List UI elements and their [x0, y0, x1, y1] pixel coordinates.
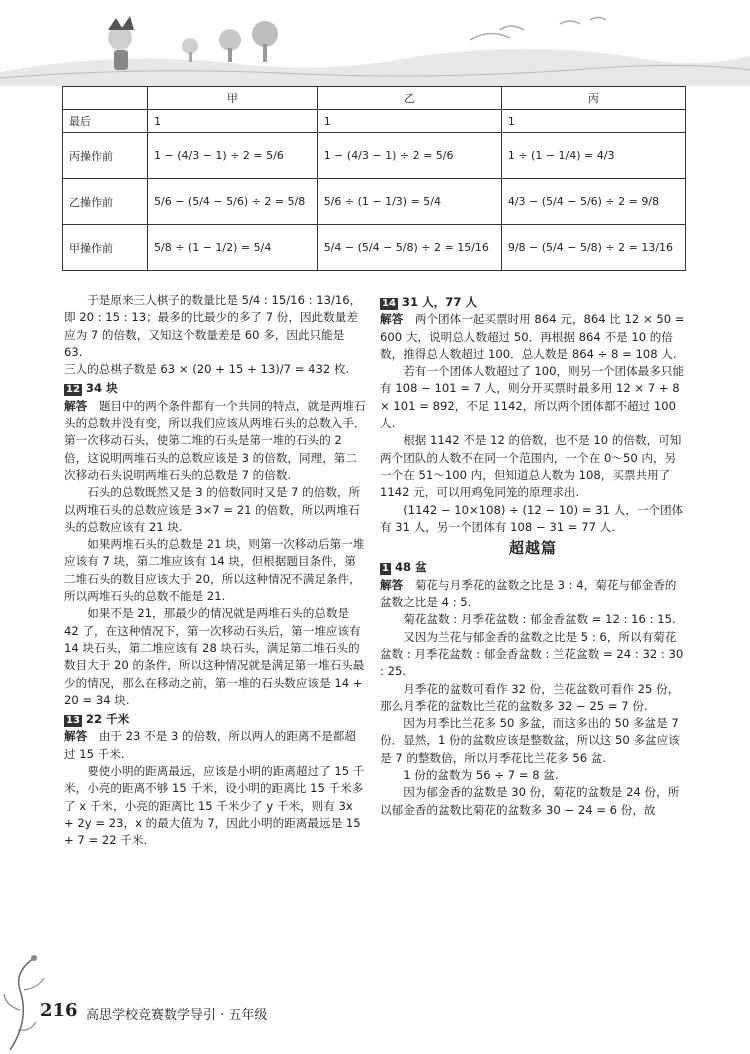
paragraph: [380, 311, 686, 363]
question-heading: [64, 380, 366, 397]
paragraph-text: 由于 23 不是 3 的倍数，所以两人的距离不是都超过 15 千米.: [64, 729, 356, 761]
table-cell: 1: [148, 110, 318, 133]
paragraph: 如果不是 21，那最少的情况就是两堆石头的总数是 42 了，在这种情况下，第一次移动石头后，第一堆应该有 14 块石头，第二堆应该有 28 块石头，满足第二堆石头的数目大于 20 的条件，所以这种情况就是满足第一堆石头最少的情况，那么在移动之前，第一堆的石头数应该是 14 + 20 = 34 块.: [64, 606, 365, 707]
header-cell: 丙: [501, 87, 685, 110]
answer-label: 解答: [380, 312, 404, 327]
paragraph-text: 两个团体一起买票时用 864 元，864 比 12 × 50 = 600 大，说明总人数超过 50．再根据 864 不是 10 的倍数，推得总人数超过 100．总人数是 864 ÷ 8 = 108 人.: [380, 312, 685, 361]
question-number: 14: [382, 298, 396, 309]
right-column: [380, 292, 686, 819]
header-cell: 甲: [148, 87, 318, 110]
answer-text: 34 块: [85, 381, 118, 396]
paragraph: [64, 398, 366, 484]
header-cell: 乙: [317, 87, 501, 110]
table-cell: 1: [501, 110, 685, 133]
answer-text: 48 盆: [394, 560, 427, 575]
table-cell: 5/8 ÷ (1 − 1/2) = 5/4: [148, 225, 318, 271]
paragraph: 又因为兰花与郁金香的盆数之比是 5 : 6，所以有菊花盆数 : 月季花盆数 : 郁金香盆数 : 兰花盆数 = 24 : 32 : 30 : 25.: [380, 629, 684, 679]
answer-label: 解答: [380, 577, 404, 592]
paragraph: [380, 577, 686, 612]
paragraph-text: 菊花与月季花的盆数之比是 3 : 4，菊花与郁金香的盆数之比是 4 : 5.: [380, 577, 677, 610]
answer-label: 解答: [64, 398, 88, 413]
answer-text: 22 千米: [85, 712, 130, 727]
section-title: 超越篇: [508, 539, 557, 558]
paragraph: 因为月季比兰花多 50 多盆，而这多出的 50 多盆是 7 份．显然，1 份的盆数应该是整数盆，所以这 50 多盆应该是 7 的整数倍，所以月季花比兰花多 56 盆.: [380, 716, 680, 765]
paragraph: 于是原来三人棋子的数量比是 5/4 : 15/16 : 13/16，即 20 : 15 : 13；最多的比最少的多了 7 份，因此数量差应为 7 的倍数，又知这个数量差是 60 多，因此只能是 63.: [64, 293, 362, 359]
footer-title: 高思学校竞赛数学导引 · 五年级: [86, 1008, 268, 1023]
question-heading: [380, 294, 686, 311]
row-label: 乙操作前: [63, 179, 148, 225]
header-illustration: [0, 0, 750, 90]
table-cell: 1: [317, 110, 501, 133]
table-cell: 5/6 ÷ (1 − 1/3) = 5/4: [317, 179, 501, 225]
paragraph: 要使小明的距离最远，应该是小明的距离超过了 15 千米，小亮的距离不够 15 千米，设小明的距离比 15 千米多了 x 千米，小亮的距离比 15 千米少了 y 千米，则有 3x + 2y = 23，x 的最大值为 7，因此小明的距离最远是 15 + 7 = 22 千米.: [64, 764, 365, 848]
paragraph: 三人的总棋子数是 63 × (20 + 15 + 13)/7 = 432 枚.: [64, 362, 350, 377]
paragraph: [64, 728, 366, 763]
paragraph: 月季花的盆数可看作 32 份，兰花盆数可看作 25 份，那么月季花的盆数比兰花的盆数多 32 − 25 = 7 份.: [380, 681, 680, 713]
table-cell: 5/6 − (5/4 − 5/6) ÷ 2 = 5/8: [148, 179, 318, 225]
table-row: [63, 179, 686, 225]
question-number: 1: [382, 563, 389, 575]
table-cell: 4/3 − (5/4 − 5/6) ÷ 2 = 9/8: [501, 179, 685, 225]
table-header-row: [63, 87, 686, 110]
table-cell: 1 ÷ (1 − 1/4) = 4/3: [501, 133, 685, 179]
question-heading: [380, 559, 686, 576]
answer-label: 解答: [64, 729, 88, 744]
page-number: 216: [40, 1000, 78, 1021]
answer-text: 31 人，77 人: [401, 295, 478, 309]
header-cell: [63, 87, 148, 110]
paragraph: 如果两堆石头的总数是 21 块，则第一次移动后第一堆应该有 7 块，第二堆应该有 14 块，但根据题目条件，第二堆石头的数目应该大于 20，所以这种情况不满足条件，所以两堆石头的总数不能是 21.: [64, 537, 365, 604]
table-cell: 9/8 − (5/4 − 5/8) ÷ 2 = 13/16: [501, 225, 685, 271]
paragraph: 1 份的盆数为 56 ÷ 7 = 8 盆.: [403, 768, 559, 783]
question-number: 13: [66, 715, 80, 727]
table-row: [63, 133, 686, 179]
table-row: [63, 110, 686, 133]
table-cell: 1 − (4/3 − 1) ÷ 2 = 5/6: [317, 133, 501, 179]
paragraph: 石头的总数既然又是 3 的倍数同时又是 7 的倍数，所以两堆石头的总数应该是 3×7 = 21 的倍数，所以两堆石头的总数应该有 21 块.: [64, 485, 361, 534]
row-label: 丙操作前: [63, 133, 148, 179]
paragraph: 因为郁金香的盆数是 30 份，菊花的盆数是 24 份，所以郁金香的盆数比菊花的盆数多 30 − 24 = 6 份，故: [380, 785, 680, 817]
table-cell: 1 − (4/3 − 1) ÷ 2 = 5/6: [148, 133, 318, 179]
table-cell: 5/4 − (5/4 − 5/8) ÷ 2 = 15/16: [317, 225, 501, 271]
paragraph: (1142 − 10×108) ÷ (12 − 10) = 31 人，一个团体有 31 人，另一个团体有 108 − 31 = 77 人.: [380, 502, 684, 534]
left-column: [64, 292, 366, 850]
table-row: [63, 225, 686, 271]
paragraph: 菊花盆数 : 月季花盆数 : 郁金香盆数 = 12 : 16 : 15.: [403, 612, 676, 627]
paragraph: 若有一个团体人数超过了 100，则另一个团体最多只能有 108 − 101 = 7 人，则分开买票时最多用 12 × 7 + 8 × 101 = 892，不足 1142，所以两个团体都不超过 100 人.: [380, 364, 685, 431]
paragraph: 根据 1142 不是 12 的倍数，也不是 10 的倍数，可知两个团队的人数不在同一个范围内，一个在 0～50 内，另一个在 51～100 内，但知道总人数为 108，买票共用了 1142 元，可以用鸡兔同笼的原理求出.: [380, 433, 682, 500]
row-label: 甲操作前: [63, 225, 148, 271]
data-table: [62, 86, 686, 271]
question-heading: [64, 711, 366, 728]
question-number: 12: [66, 384, 80, 396]
paragraph-text: 题目中的两个条件都有一个共同的特点，就是两堆石头的总数并没有变，所以我们应该从两堆石头的总数入手．第一次移动石头，使第二堆的石头是第一堆的石头的 2 倍，这说明两堆石头的总数应该是 3 的倍数，同理，第二次移动石头说明两堆石头的总数是 7 的倍数.: [64, 398, 366, 482]
row-label: 最后: [63, 110, 148, 133]
